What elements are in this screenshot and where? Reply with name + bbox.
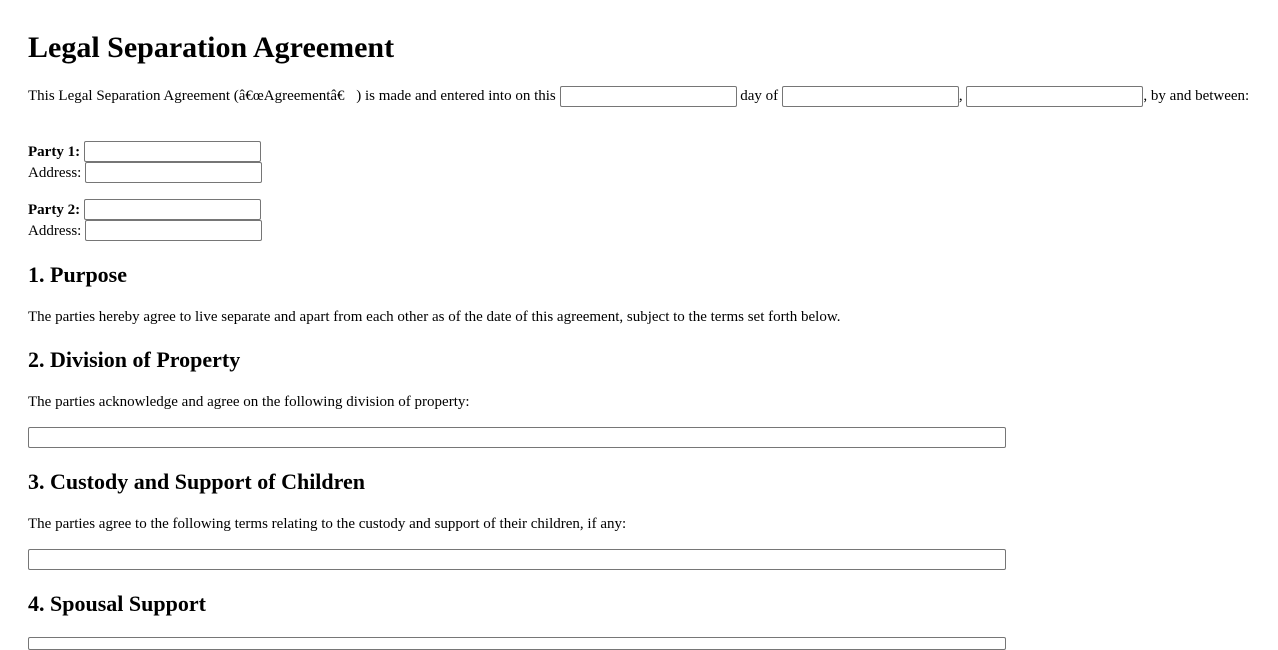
section-heading-property: 2. Division of Property — [28, 347, 241, 372]
year-input[interactable] — [966, 86, 1143, 107]
custody-support-input[interactable] — [28, 549, 1006, 570]
party2-address-label: Address: — [28, 222, 82, 239]
party2-label: Party 2: — [28, 201, 81, 218]
intro-comma: , — [958, 88, 963, 104]
party1-label: Party 1: — [28, 143, 81, 160]
property-division-input[interactable] — [28, 427, 1006, 448]
spousal-support-input[interactable] — [28, 637, 1006, 650]
party2-block — [28, 199, 262, 241]
intro-paragraph — [28, 86, 1250, 107]
section-heading-purpose: 1. Purpose — [28, 262, 127, 287]
party1-block — [28, 141, 262, 183]
day-input[interactable] — [560, 86, 737, 107]
party1-address-label: Address: — [28, 164, 82, 181]
section-heading-spousal-support: 4. Spousal Support — [28, 591, 206, 616]
intro-text-start: This Legal Separation Agreement (â€œAgreementâ€ ) is made and entered into on this — [28, 88, 556, 104]
section-text-custody: The parties agree to the following terms relating to the custody and support of their children, if any: — [28, 516, 627, 532]
document-title: Legal Separation Agreement — [28, 31, 395, 64]
party1-address-input[interactable] — [85, 162, 262, 183]
intro-day-of: day of — [740, 88, 779, 104]
section-text-property: The parties acknowledge and agree on the following division of property: — [28, 394, 470, 410]
section-heading-custody: 3. Custody and Support of Children — [28, 469, 366, 494]
section-text-purpose: The parties hereby agree to live separate and apart from each other as of the date of this agreement, subject to the terms set forth below. — [28, 309, 841, 325]
month-input[interactable] — [782, 86, 959, 107]
party1-name-input[interactable] — [84, 141, 261, 162]
intro-text-end: , by and between: — [1143, 88, 1250, 104]
party2-name-input[interactable] — [84, 199, 261, 220]
party2-address-input[interactable] — [85, 220, 262, 241]
